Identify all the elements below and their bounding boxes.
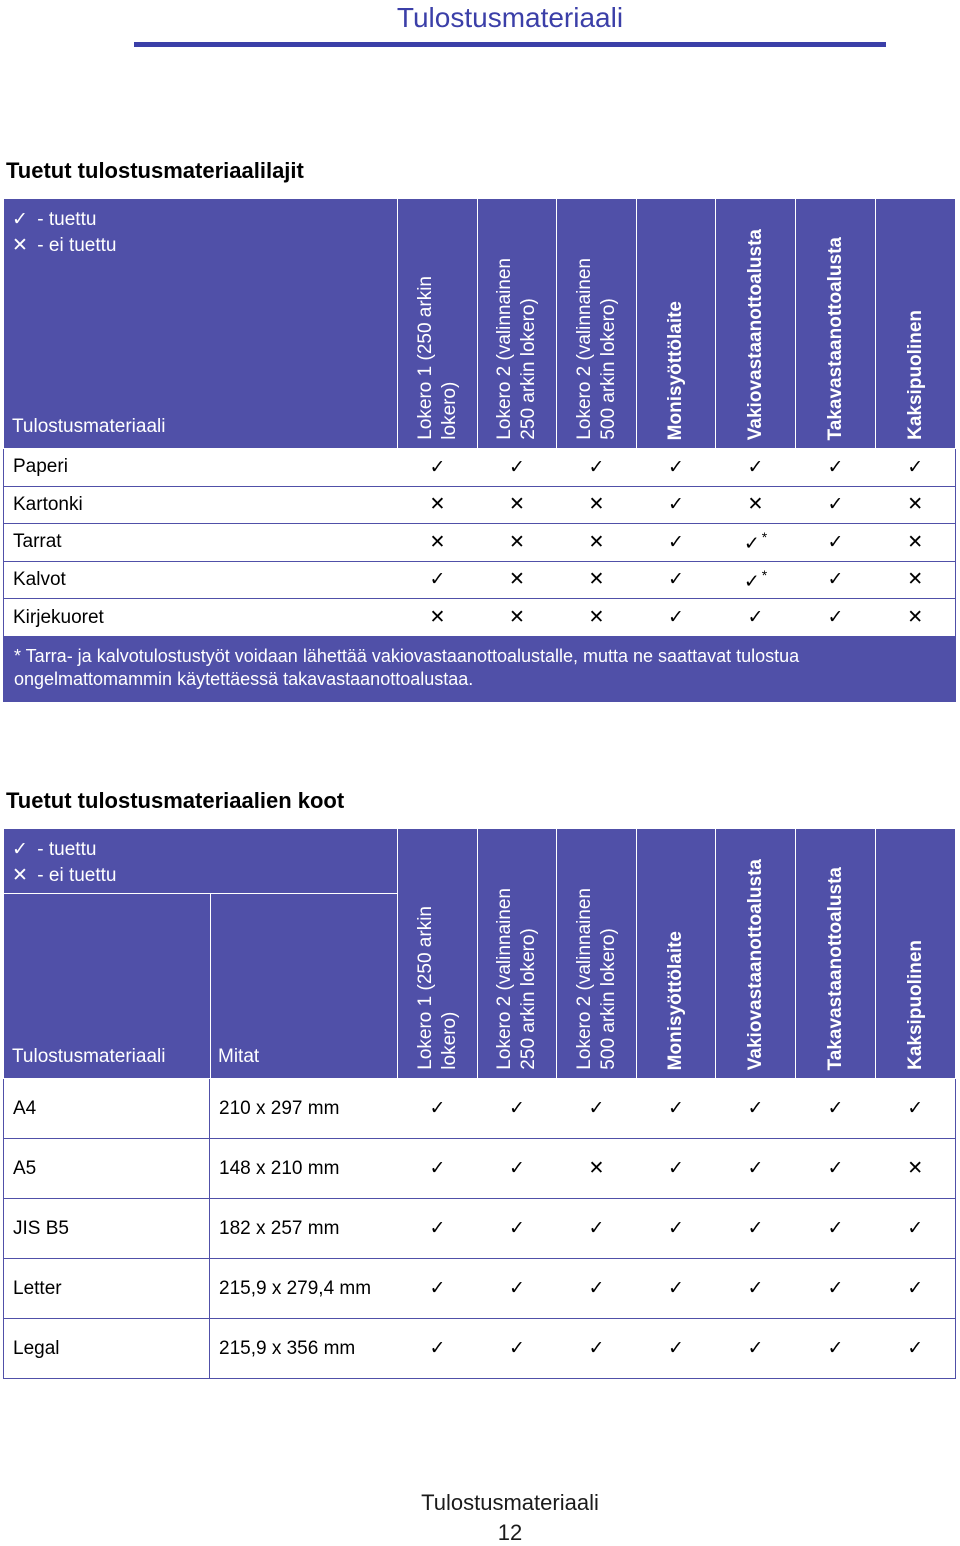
types-mark-col-4 bbox=[716, 524, 796, 562]
table-row bbox=[4, 1079, 956, 1139]
sizes-mark-col-3 bbox=[637, 1259, 716, 1319]
sizes-mark-col-5 bbox=[796, 1079, 876, 1139]
column-header: Lokero 1 (250 arkin lokero) bbox=[414, 276, 460, 440]
types-mark-col-4 bbox=[716, 599, 796, 637]
types-mark-col-4 bbox=[716, 449, 796, 487]
check-icon: ✓ bbox=[827, 1338, 844, 1359]
material-name: Kalvot bbox=[4, 561, 398, 599]
cross-icon: ✕ bbox=[907, 607, 924, 628]
types-header-row bbox=[4, 199, 956, 449]
size-name: A5 bbox=[4, 1139, 210, 1199]
types-mark-col-3 bbox=[637, 561, 716, 599]
types-mark-col-5 bbox=[796, 599, 876, 637]
check-icon: ✓ bbox=[588, 1278, 605, 1299]
sizes-material-header: Tulostusmateriaali bbox=[12, 1046, 166, 1067]
types-mark-col-6 bbox=[876, 486, 956, 524]
types-mark-col-4 bbox=[716, 561, 796, 599]
check-icon: ✓ bbox=[509, 1158, 525, 1179]
types-col-multipurpose bbox=[637, 199, 716, 449]
unsupported-label: - ei tuettu bbox=[37, 235, 117, 256]
sizes-mark-col-2 bbox=[557, 1259, 637, 1319]
sizes-mark-col-4 bbox=[716, 1139, 796, 1199]
types-mark-col-0 bbox=[398, 449, 478, 487]
check-icon: ✓ bbox=[743, 570, 760, 592]
types-mark-col-1 bbox=[478, 449, 557, 487]
sizes-mark-col-4 bbox=[716, 1199, 796, 1259]
column-header: Takavastaanottoalusta bbox=[824, 866, 846, 1070]
types-mark-col-3 bbox=[637, 449, 716, 487]
table-row bbox=[4, 1319, 956, 1379]
size-dimensions: 210 x 297 mm bbox=[210, 1079, 398, 1139]
check-icon: ✓ bbox=[668, 607, 684, 628]
check-icon: ✓ bbox=[747, 607, 764, 628]
types-col-tray1 bbox=[398, 199, 478, 449]
cross-icon: ✕ bbox=[509, 531, 525, 553]
types-col-duplex bbox=[876, 199, 956, 449]
types-mark-col-1 bbox=[478, 486, 557, 524]
sizes-mark-col-4 bbox=[716, 1259, 796, 1319]
supported-label: - tuettu bbox=[37, 209, 97, 230]
sizes-mark-col-0 bbox=[398, 1199, 478, 1259]
media-sizes-table bbox=[3, 828, 956, 1379]
check-icon: ✓ bbox=[747, 1338, 764, 1359]
types-col-tray2-250 bbox=[478, 199, 557, 449]
types-col-tray2-500 bbox=[557, 199, 637, 449]
check-icon: ✓ bbox=[747, 1278, 764, 1299]
column-header: Monisyöttölaite bbox=[665, 930, 686, 1070]
types-mark-col-3 bbox=[637, 524, 716, 562]
types-mark-col-2 bbox=[557, 599, 637, 637]
sizes-mark-col-1 bbox=[478, 1139, 557, 1199]
sizes-mark-col-5 bbox=[796, 1319, 876, 1379]
material-name: Kirjekuoret bbox=[4, 599, 398, 637]
sizes-mark-col-3 bbox=[637, 1199, 716, 1259]
sizes-mark-col-1 bbox=[478, 1259, 557, 1319]
table-row bbox=[4, 561, 956, 599]
check-icon: ✓ bbox=[907, 1098, 924, 1119]
sizes-section-title: Tuetut tulostusmateriaalien koot bbox=[6, 788, 345, 813]
sizes-mark-col-3 bbox=[637, 1139, 716, 1199]
check-icon: ✓ bbox=[429, 456, 446, 478]
types-mark-col-0 bbox=[398, 524, 478, 562]
types-mark-col-3 bbox=[637, 486, 716, 524]
page-title: Tulostusmateriaali bbox=[396, 2, 624, 33]
cross-icon: ✕ bbox=[588, 569, 605, 591]
column-header: Takavastaanottoalusta bbox=[824, 236, 846, 440]
sizes-mark-col-6 bbox=[876, 1139, 956, 1199]
cross-icon: ✕ bbox=[509, 607, 525, 628]
cross-icon: ✕ bbox=[588, 494, 605, 516]
check-icon: ✓ bbox=[509, 1098, 525, 1119]
cross-icon: ✕ bbox=[907, 494, 924, 516]
material-name: Paperi bbox=[4, 449, 398, 487]
material-name: Tarrat bbox=[4, 524, 398, 562]
types-mark-col-0 bbox=[398, 561, 478, 599]
check-icon: ✓ bbox=[588, 1218, 605, 1239]
types-col-rear-output bbox=[796, 199, 876, 449]
types-mark-col-6 bbox=[876, 561, 956, 599]
check-icon: ✓ bbox=[12, 839, 28, 860]
types-section-title: Tuetut tulostusmateriaalilajit bbox=[6, 158, 304, 183]
sizes-mark-col-6 bbox=[876, 1319, 956, 1379]
cross-icon: ✕ bbox=[12, 235, 28, 256]
supported-label: - tuettu bbox=[37, 839, 97, 860]
footnote-asterisk: * bbox=[761, 529, 768, 546]
types-mark-col-5 bbox=[796, 561, 876, 599]
check-icon: ✓ bbox=[668, 456, 684, 478]
check-icon: ✓ bbox=[827, 494, 844, 516]
size-name: Legal bbox=[4, 1319, 210, 1379]
sizes-col-multipurpose bbox=[637, 829, 716, 1079]
title-rule bbox=[134, 42, 886, 47]
cross-icon: ✕ bbox=[747, 494, 764, 516]
size-name: JIS B5 bbox=[4, 1199, 210, 1259]
sizes-mark-col-6 bbox=[876, 1079, 956, 1139]
types-mark-col-5 bbox=[796, 524, 876, 562]
cross-icon: ✕ bbox=[907, 1158, 924, 1179]
size-dimensions: 215,9 x 356 mm bbox=[210, 1319, 398, 1379]
size-name: A4 bbox=[4, 1079, 210, 1139]
check-icon: ✓ bbox=[827, 531, 844, 553]
sizes-col-rear-output bbox=[796, 829, 876, 1079]
table-row bbox=[4, 1139, 956, 1199]
types-material-header: Tulostusmateriaali bbox=[12, 416, 166, 437]
unsupported-label: - ei tuettu bbox=[37, 865, 117, 886]
footer-label: Tulostusmateriaali bbox=[421, 1490, 599, 1515]
check-icon: ✓ bbox=[827, 1098, 844, 1119]
types-mark-col-2 bbox=[557, 524, 637, 562]
check-icon: ✓ bbox=[747, 1218, 764, 1239]
sizes-mark-col-0 bbox=[398, 1259, 478, 1319]
types-mark-col-2 bbox=[557, 561, 637, 599]
sizes-mark-col-5 bbox=[796, 1199, 876, 1259]
sizes-mark-col-4 bbox=[716, 1079, 796, 1139]
footer-page-number: 12 bbox=[497, 1520, 523, 1545]
sizes-mark-col-2 bbox=[557, 1139, 637, 1199]
sizes-mark-col-5 bbox=[796, 1259, 876, 1319]
sizes-mark-col-1 bbox=[478, 1319, 557, 1379]
sizes-mark-col-6 bbox=[876, 1199, 956, 1259]
column-header: Kaksipuolinen bbox=[904, 940, 926, 1070]
types-footnote: * Tarra- ja kalvotulostustyöt voidaan lähettää vakiovastaanottoalustalle, mutta ne saattavat tulostua ongelmattomammin käytettäessä takavastaanottoalustaa. bbox=[4, 636, 956, 702]
table-row bbox=[4, 1259, 956, 1319]
types-mark-col-6 bbox=[876, 524, 956, 562]
types-mark-col-6 bbox=[876, 599, 956, 637]
check-icon: ✓ bbox=[668, 1158, 684, 1179]
check-icon: ✓ bbox=[827, 1158, 844, 1179]
types-mark-col-5 bbox=[796, 449, 876, 487]
cross-icon: ✕ bbox=[509, 494, 525, 516]
check-icon: ✓ bbox=[827, 1278, 844, 1299]
types-mark-col-5 bbox=[796, 486, 876, 524]
size-name: Letter bbox=[4, 1259, 210, 1319]
table-row bbox=[4, 1199, 956, 1259]
table-row bbox=[4, 486, 956, 524]
cross-icon: ✕ bbox=[588, 531, 605, 553]
check-icon: ✓ bbox=[827, 569, 844, 591]
check-icon: ✓ bbox=[668, 1218, 684, 1239]
sizes-col-tray2-500 bbox=[557, 829, 637, 1079]
check-icon: ✓ bbox=[509, 1218, 525, 1239]
check-icon: ✓ bbox=[827, 607, 844, 628]
footnote-asterisk: * bbox=[761, 566, 768, 583]
check-icon: ✓ bbox=[668, 531, 684, 553]
types-mark-col-4 bbox=[716, 486, 796, 524]
types-legend-cell bbox=[4, 199, 398, 449]
check-icon: ✓ bbox=[509, 1278, 525, 1299]
sizes-legend-cell bbox=[4, 829, 398, 1079]
check-icon: ✓ bbox=[509, 456, 525, 478]
cross-icon: ✕ bbox=[12, 865, 28, 886]
check-icon: ✓ bbox=[907, 456, 924, 478]
size-dimensions: 215,9 x 279,4 mm bbox=[210, 1259, 398, 1319]
column-header: Lokero 2 (valinnainen 500 arkin lokero) bbox=[573, 888, 619, 1070]
types-mark-col-2 bbox=[557, 486, 637, 524]
check-icon: ✓ bbox=[827, 456, 844, 478]
types-mark-col-2 bbox=[557, 449, 637, 487]
sizes-mark-col-2 bbox=[557, 1319, 637, 1379]
table-row bbox=[4, 449, 956, 487]
check-icon: ✓ bbox=[907, 1338, 924, 1359]
check-icon: ✓ bbox=[668, 1278, 684, 1299]
cross-icon: ✕ bbox=[429, 494, 446, 516]
sizes-mark-col-0 bbox=[398, 1079, 478, 1139]
size-dimensions: 148 x 210 mm bbox=[210, 1139, 398, 1199]
sizes-mark-col-0 bbox=[398, 1139, 478, 1199]
check-icon: ✓ bbox=[907, 1218, 924, 1239]
types-mark-col-0 bbox=[398, 599, 478, 637]
check-icon: ✓ bbox=[743, 533, 760, 555]
media-types-table bbox=[3, 198, 956, 702]
material-name: Kartonki bbox=[4, 486, 398, 524]
check-icon: ✓ bbox=[588, 1338, 605, 1359]
types-mark-col-6 bbox=[876, 449, 956, 487]
check-icon: ✓ bbox=[668, 1338, 684, 1359]
check-icon: ✓ bbox=[429, 1278, 446, 1299]
check-icon: ✓ bbox=[429, 1158, 446, 1179]
cross-icon: ✕ bbox=[509, 569, 525, 591]
types-legend bbox=[12, 207, 117, 259]
sizes-mark-col-2 bbox=[557, 1079, 637, 1139]
sizes-mark-col-2 bbox=[557, 1199, 637, 1259]
check-icon: ✓ bbox=[429, 1338, 446, 1359]
cross-icon: ✕ bbox=[588, 1158, 605, 1179]
check-icon: ✓ bbox=[429, 1218, 446, 1239]
types-mark-col-1 bbox=[478, 524, 557, 562]
check-icon: ✓ bbox=[747, 1158, 764, 1179]
types-mark-col-1 bbox=[478, 561, 557, 599]
check-icon: ✓ bbox=[588, 1098, 605, 1119]
check-icon: ✓ bbox=[668, 494, 684, 516]
sizes-col-tray1 bbox=[398, 829, 478, 1079]
column-header: Vakiovastaanottoalusta bbox=[744, 228, 766, 440]
header-divider-horizontal bbox=[4, 893, 397, 894]
types-mark-col-1 bbox=[478, 599, 557, 637]
check-icon: ✓ bbox=[429, 569, 446, 591]
sizes-col-tray2-250 bbox=[478, 829, 557, 1079]
size-dimensions: 182 x 257 mm bbox=[210, 1199, 398, 1259]
types-mark-col-0 bbox=[398, 486, 478, 524]
table-row bbox=[4, 524, 956, 562]
sizes-header-row bbox=[4, 829, 956, 1079]
check-icon: ✓ bbox=[429, 1098, 446, 1119]
check-icon: ✓ bbox=[907, 1278, 924, 1299]
check-icon: ✓ bbox=[12, 209, 28, 230]
check-icon: ✓ bbox=[668, 1098, 684, 1119]
sizes-mark-col-1 bbox=[478, 1199, 557, 1259]
sizes-mark-col-3 bbox=[637, 1079, 716, 1139]
column-header: Kaksipuolinen bbox=[904, 310, 926, 440]
check-icon: ✓ bbox=[747, 1098, 764, 1119]
column-header: Monisyöttölaite bbox=[665, 300, 686, 440]
check-icon: ✓ bbox=[668, 569, 684, 591]
column-header: Vakiovastaanottoalusta bbox=[744, 858, 766, 1070]
types-footnote-row bbox=[4, 636, 956, 702]
sizes-mark-col-0 bbox=[398, 1319, 478, 1379]
sizes-dimensions-header: Mitat bbox=[218, 1046, 260, 1067]
column-header: Lokero 2 (valinnainen 500 arkin lokero) bbox=[573, 258, 619, 440]
sizes-mark-col-6 bbox=[876, 1259, 956, 1319]
cross-icon: ✕ bbox=[588, 607, 605, 628]
table-row bbox=[4, 599, 956, 637]
column-header: Lokero 1 (250 arkin lokero) bbox=[414, 906, 460, 1070]
sizes-mark-col-5 bbox=[796, 1139, 876, 1199]
check-icon: ✓ bbox=[588, 456, 605, 478]
cross-icon: ✕ bbox=[907, 531, 924, 553]
check-icon: ✓ bbox=[509, 1338, 525, 1359]
sizes-mark-col-3 bbox=[637, 1319, 716, 1379]
cross-icon: ✕ bbox=[907, 569, 924, 591]
sizes-legend bbox=[12, 837, 117, 889]
types-col-std-output bbox=[716, 199, 796, 449]
check-icon: ✓ bbox=[747, 456, 764, 478]
cross-icon: ✕ bbox=[429, 607, 446, 628]
sizes-mark-col-1 bbox=[478, 1079, 557, 1139]
check-icon: ✓ bbox=[827, 1218, 844, 1239]
types-mark-col-3 bbox=[637, 599, 716, 637]
column-header: Lokero 2 (valinnainen 250 arkin lokero) bbox=[494, 258, 539, 440]
sizes-mark-col-4 bbox=[716, 1319, 796, 1379]
sizes-col-std-output bbox=[716, 829, 796, 1079]
sizes-col-duplex bbox=[876, 829, 956, 1079]
column-header: Lokero 2 (valinnainen 250 arkin lokero) bbox=[494, 888, 539, 1070]
cross-icon: ✕ bbox=[429, 531, 446, 553]
